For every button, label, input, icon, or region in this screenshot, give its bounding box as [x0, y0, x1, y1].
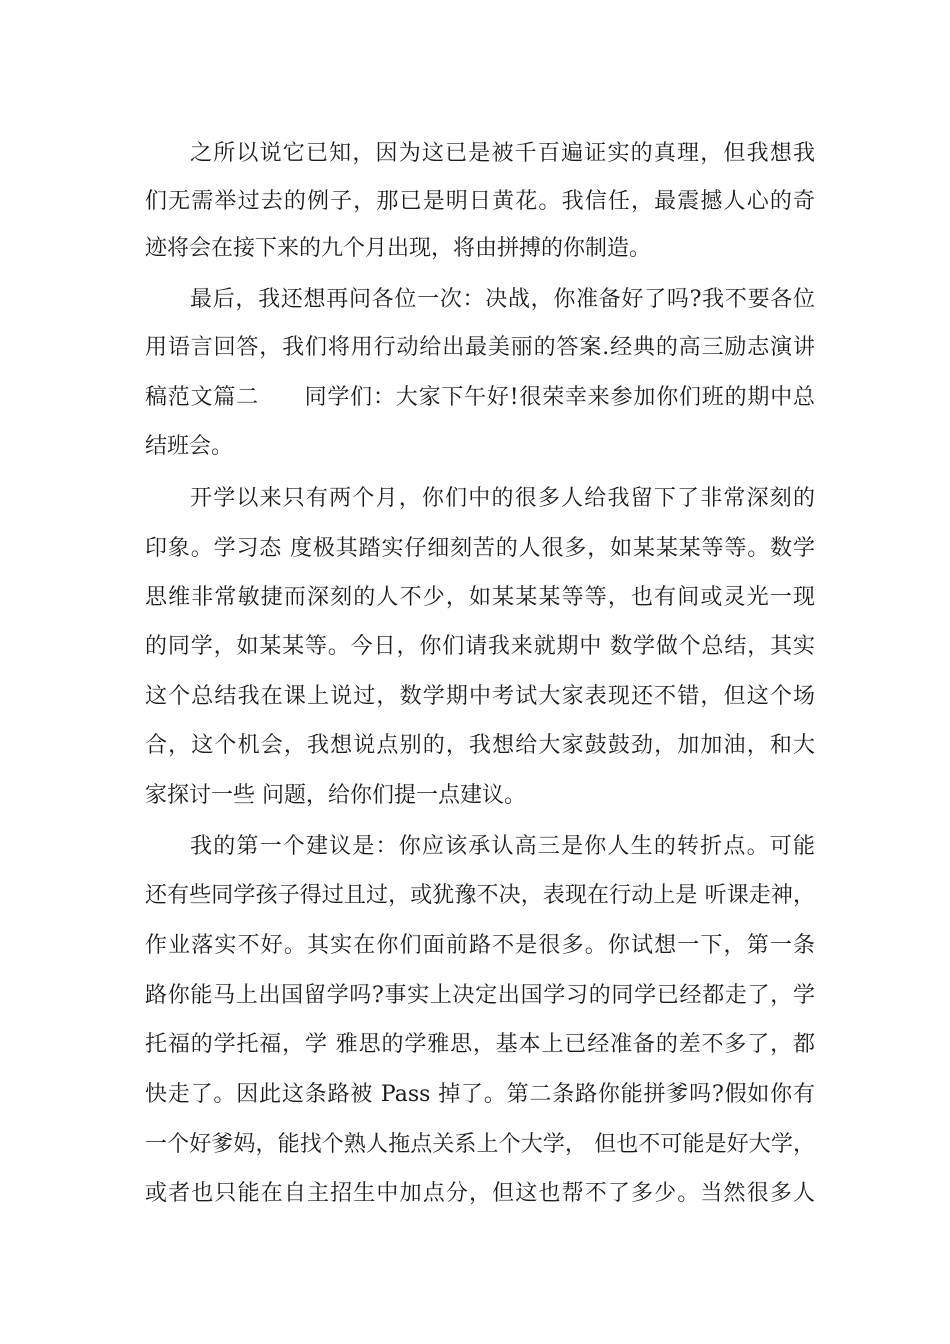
text-line: 一个好爹妈，能找个熟人拖点关系上个大学， 但也不可能是好大学， [145, 1132, 815, 1157]
text-line: 这个总结我在课上说过，数学期中考试大家表现还不错，但这个场 [145, 684, 815, 709]
text-line: 迹将会在接下来的九个月出现，将由拼搏的你制造。 [145, 236, 652, 261]
text-line: 我的第一个建议是：你应该承认高三是你人生的转折点。可能 [190, 834, 815, 859]
text-line: 的同学，如某某等。今日，你们请我来就期中 数学做个总结，其实 [145, 634, 815, 659]
text-line: 开学以来只有两个月，你们中的很多人给我留下了非常深刻的 [190, 486, 815, 511]
text-line: 或者也只能在自主招生中加点分，但这也帮不了多少。当然很多人 [145, 1181, 815, 1206]
text-line: 印象。学习态 度极其踏实仔细刻苦的人很多，如某某某等等。数学 [145, 536, 815, 561]
text-line: 结班会。 [145, 434, 234, 459]
text-line: 最后，我还想再问各位一次：决战，你准备好了吗?我不要各位 [190, 287, 815, 312]
text-line: 托福的学托福，学 雅思的学雅思，基本上已经准备的差不多了，都 [145, 1032, 815, 1057]
text-line: 家探讨一些 问题，给你们提一点建议。 [145, 783, 526, 808]
text-line: 思维非常敏捷而深刻的人不少，如某某某等等，也有间或灵光一现 [145, 585, 815, 610]
text-line: 快走了。因此这条路被 Pass 掉了。第二条路你能拼爹吗?假如你有 [145, 1082, 815, 1107]
text-line: 作业落实不好。其实在你们面前路不是很多。你试想一下，第一条 [145, 933, 815, 958]
text-line: 路你能马上出国留学吗?事实上决定出国学习的同学已经都走了，学 [145, 983, 815, 1008]
text-line: 稿范文篇二 同学们：大家下午好!很荣幸来参加你们班的期中总 [145, 385, 815, 410]
text-line: 还有些同学孩子得过且过，或犹豫不决，表现在行动上是 听课走神， [145, 883, 815, 908]
text-line: 用语言回答，我们将用行动给出最美丽的答案.经典的高三励志演讲 [145, 335, 815, 360]
text-line: 合，这个机会，我想说点别的，我想给大家鼓鼓劲，加加油，和大 [145, 733, 815, 758]
text-line: 之所以说它已知，因为这已是被千百遍证实的真理，但我想我 [190, 141, 815, 166]
text-line: 们无需举过去的例子，那已是明日黄花。我信任，最震撼人心的奇 [145, 189, 815, 214]
